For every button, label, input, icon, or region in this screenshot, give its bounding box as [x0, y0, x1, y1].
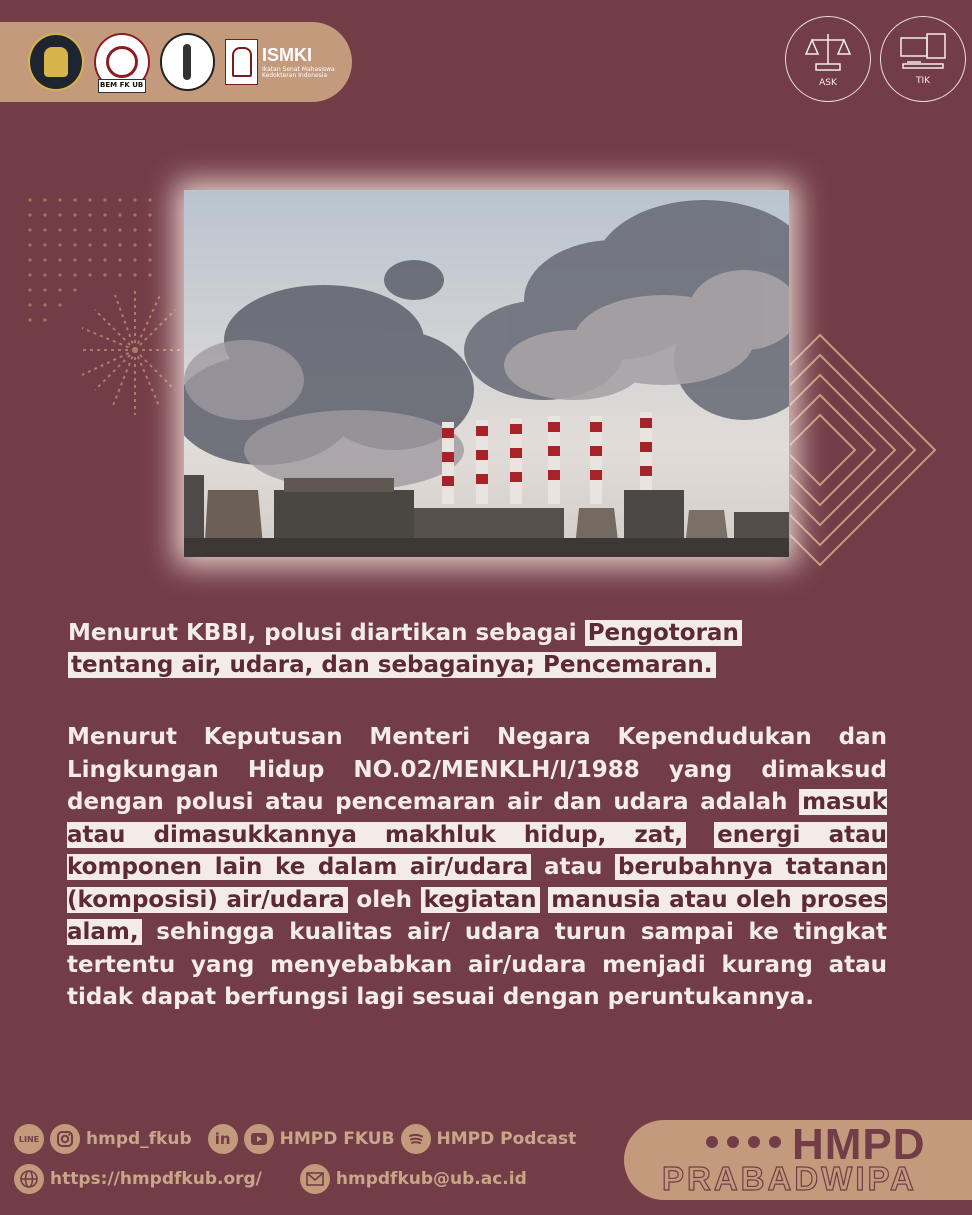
instagram-icon[interactable] [50, 1124, 80, 1154]
globe-icon [14, 1164, 44, 1194]
social-footer [14, 1122, 634, 1202]
ismki-subtitle: Ikatan Senat Mahasiswa Kedokteran Indonesia [261, 65, 335, 79]
p2-highlight-2: energi atau komponen lain ke dalam air/udara [67, 821, 887, 880]
youtube-channel-name[interactable]: HMPD FKUB [279, 1129, 395, 1149]
p2-highlight-1: masuk atau dimasukkannya makhluk hidup, zat, [67, 789, 887, 848]
factory-smokestacks-image [184, 190, 789, 557]
hmpd-prabadwipa-badge [624, 1120, 972, 1200]
p2-highlight-4: kegiatan [421, 887, 540, 913]
computer-icon [897, 32, 949, 72]
p2-text-mid-1: atau [531, 854, 616, 880]
division-ask-label: ASK [819, 78, 837, 88]
linkedin-icon[interactable]: in [208, 1124, 238, 1154]
p1-text: Menurut KBBI, polusi diartikan sebagai [68, 620, 585, 646]
spotify-icon[interactable] [401, 1124, 431, 1154]
diamond-lines-decoration [790, 330, 940, 570]
email-link[interactable]: hmpdfkub@ub.ac.id [335, 1169, 527, 1189]
prabadwipa-subtitle: PRABADWIPA [662, 1160, 917, 1197]
social-row-2 [14, 1164, 527, 1194]
dots-sunburst-decoration [20, 190, 180, 430]
p2-text-mid-2: oleh [347, 886, 421, 913]
mail-icon [300, 1164, 330, 1194]
ismki-logo [225, 39, 258, 85]
division-tik-label: TIK [915, 76, 931, 86]
p2-highlight-5: manusia atau oleh proses alam, [67, 886, 887, 945]
p1-highlight-2: tentang air, udara, dan sebagainya; Pencemaran. [68, 652, 716, 678]
division-ask-badge [785, 16, 871, 102]
universitas-brawijaya-logo [28, 33, 84, 91]
line-icon[interactable]: LINE [14, 1124, 44, 1154]
bem-fkub-logo [94, 33, 150, 91]
website-link[interactable]: https://hmpdfkub.org/ [50, 1169, 262, 1189]
p2-text-start: Menurut Keputusan Menteri Negara Kependudukan dan Lingkungan Hidup NO.02/MENKLH/I/1988 yang dimaksud dengan polusi atau pencemaran air dan udara adalah [67, 724, 887, 815]
p2-highlight-3: berubahnya tatanan (komposisi) air/udara [67, 854, 887, 913]
social-row-1 [14, 1124, 576, 1154]
header-logo-bar [0, 22, 352, 102]
scales-icon [804, 30, 852, 74]
p1-highlight-1: Pengotoran [585, 620, 742, 646]
ismki-title: ISMKI [261, 44, 312, 65]
hmpd-logo [160, 33, 216, 91]
hmpd-dots [706, 1136, 781, 1148]
menklh-definition-paragraph [67, 721, 887, 1014]
ismki-text [262, 46, 352, 79]
kbbi-definition-paragraph [68, 617, 828, 681]
instagram-handle[interactable]: hmpd_fkub [86, 1129, 192, 1149]
podcast-name[interactable]: HMPD Podcast [436, 1129, 577, 1149]
bem-fkub-label: BEM FK UB [98, 79, 146, 93]
youtube-icon[interactable] [244, 1124, 274, 1154]
division-tik-badge [880, 16, 966, 102]
hmpd-title: HMPD [792, 1120, 926, 1169]
p2-text-end: sehingga kualitas air/ udara turun sampai ke tingkat tertentu yang menyebabkan air/udara menjadi kurang atau tidak dapat berfungsi lagi sesuai dengan peruntukannya. [67, 919, 887, 1010]
